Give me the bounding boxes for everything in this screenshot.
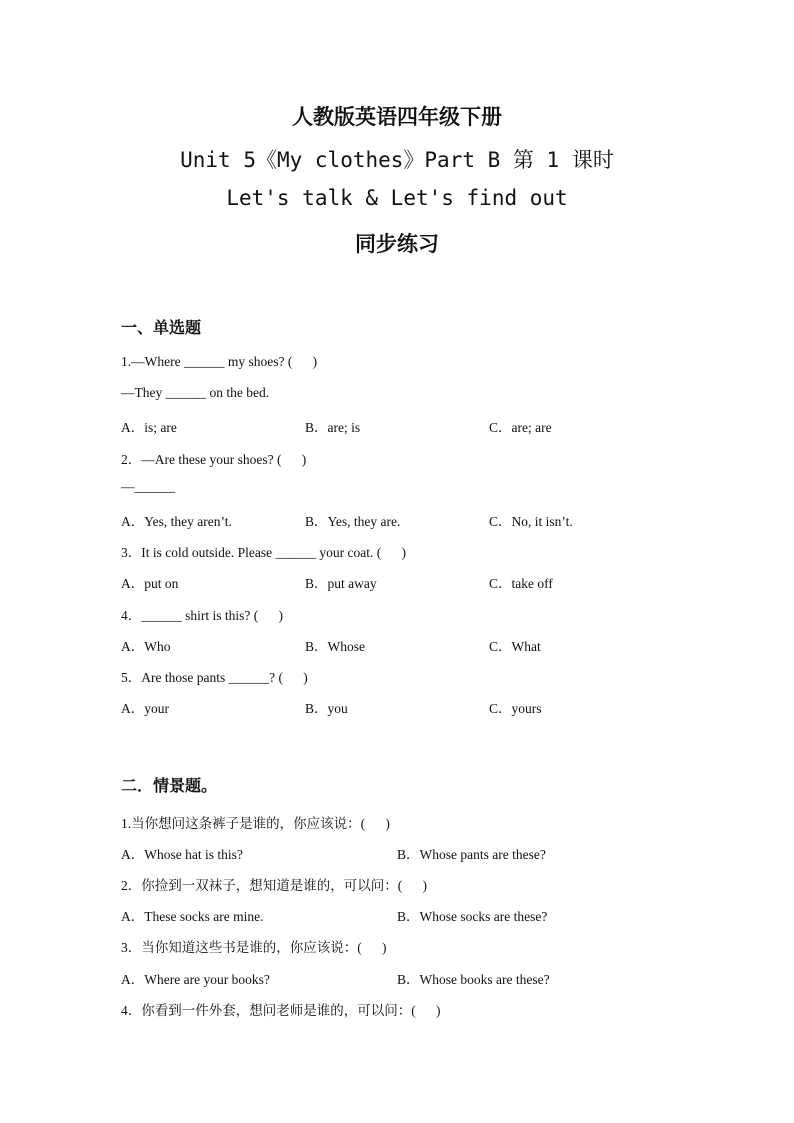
q4-stem: 4．______ shirt is this? ( ) [121,608,283,623]
q3-option-b: B．put away [305,576,377,591]
s2-q1-option-a: A．Whose hat is this? [121,847,243,862]
s2-q4-stem: 4．你看到一件外套，想问老师是谁的，可以问：( ) [121,1003,441,1018]
s2-q2-stem: 2．你捡到一双袜子，想知道是谁的，可以问：( ) [121,878,427,893]
q1-stem: 1.—Where ______ my shoes? ( ) [121,354,318,369]
title-line-3: Let's talk & Let's find out [226,186,568,210]
title-line-1: 人教版英语四年级下册 [292,104,502,129]
q4-option-c: C．What [489,639,541,654]
s2-q1-stem: 1.当你想问这条裤子是谁的，你应该说：( ) [121,816,390,831]
s2-q2-option-a: A．These socks are mine. [121,909,264,924]
q3-option-a: A．put on [121,576,179,591]
q5-option-a: A．your [121,701,169,716]
q2-stem2: —______ [121,479,175,494]
q5-option-b: B．you [305,701,348,716]
s2-q2-option-b: B．Whose socks are these? [397,909,548,924]
s2-q3-option-b: B．Whose books are these? [397,972,550,987]
title-line-4: 同步练习 [355,231,439,256]
s2-q1-option-b: B．Whose pants are these? [397,847,546,862]
q2-option-c: C．No, it isn’t. [489,514,573,529]
s2-q3-option-a: A．Where are your books? [121,972,270,987]
section2-heading: 二．情景题。 [121,776,218,795]
q5-option-c: C．yours [489,701,542,716]
q2-option-a: A．Yes, they aren’t. [121,514,232,529]
q1-option-c: C．are; are [489,420,552,435]
q2-option-b: B．Yes, they are. [305,514,401,529]
title-line-2: Unit 5《My clothes》Part B 第 1 课时 [180,148,614,172]
q1-option-b: B．are; is [305,420,361,435]
q5-stem: 5．Are those pants ______? ( ) [121,670,308,685]
q4-option-a: A．Who [121,639,171,654]
section1-heading: 一、单选题 [121,318,202,337]
q4-option-b: B．Whose [305,639,365,654]
s2-q3-stem: 3．当你知道这些书是谁的，你应该说：( ) [121,940,387,955]
q3-stem: 3．It is cold outside. Please ______ your coat. ( ) [121,545,406,560]
q1-stem2: —They ______ on the bed. [121,385,270,400]
q3-option-c: C．take off [489,576,553,591]
q1-option-a: A．is; are [121,420,177,435]
q2-stem: 2．—Are these your shoes? ( ) [121,452,307,467]
